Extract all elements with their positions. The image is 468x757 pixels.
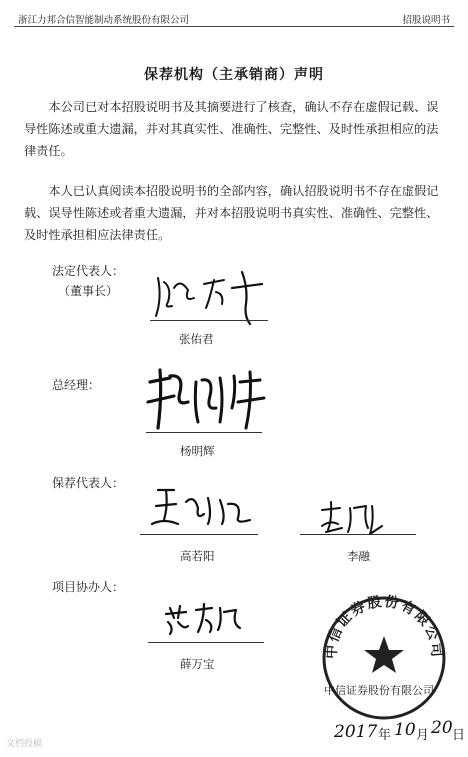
seal-text: 中信证券股份有限公司 [323,593,445,660]
sponsor-rep-name-2: 李融 [347,549,370,563]
company-seal [318,590,450,720]
date-month: 10 [394,720,416,740]
sponsor-rep-name-1: 高若阳 [180,549,215,563]
general-manager-label: 总经理： [52,378,101,392]
legal-rep-signature-line [150,320,268,321]
header-doc-type: 招股说明书 [402,15,450,26]
sponsor-rep-signature-1 [146,484,266,534]
legal-rep-name: 张佑君 [179,332,214,346]
assistant-label: 项目协办人： [52,580,125,594]
statement-paragraph: 本人已认真阅读本招股说明书的全部内容，确认招股说明书不存在虚假记载、误导性陈述或者重大遗漏，并对本招股说明书真实性、准确性、完整性、及时性承担相应法律责任。 [24,184,439,242]
legal-rep-note: （董事长） [58,284,119,298]
sponsor-rep-signature-2 [318,498,398,542]
date-month-char: 月 [416,728,430,743]
assistant-name: 薛万宝 [180,657,215,671]
page-title: 保荐机构（主承销商）声明 [144,67,324,83]
company-name: 中信证券股份有限公司 [324,684,434,697]
date-year: 2017 [334,722,378,742]
page-header [14,10,454,27]
date-day: 20 [431,718,453,738]
date-day-char: 日 [452,728,466,743]
sponsor-rep-label: 保荐代表人： [52,476,125,490]
assistant-signature-line [148,642,264,643]
general-manager-signature-line [146,432,262,433]
statement-paragraph: 本公司已对本招股说明书及其摘要进行了核查，确认不存在虚假记载、误导性陈述或重大遗漏，并对其真实性、准确性、完整性、及时性承担相应的法律责任。 [24,100,439,158]
legal-rep-signature [150,258,280,328]
watermark: 文档投稿 [6,739,43,749]
handwritten-date [334,716,464,746]
assistant-signature [160,600,250,640]
header-company: 浙江力邦合信智能制动系统股份有限公司 [18,15,190,26]
legal-rep-label: 法定代表人： [52,264,125,278]
sponsor-rep-signature-line-2 [300,534,416,535]
general-manager-name: 杨明辉 [180,444,215,458]
date-year-char: 年 [378,728,392,743]
sponsor-rep-signature-line-1 [140,534,258,535]
general-manager-signature [140,362,280,436]
